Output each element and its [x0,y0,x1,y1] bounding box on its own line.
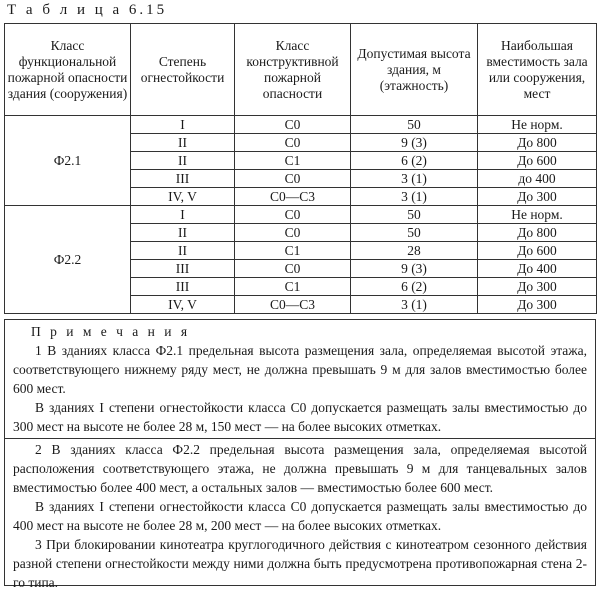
height-cell: 50 [351,116,478,134]
fire-resistance-cell: II [131,152,235,170]
fire-safety-table [4,23,597,314]
header-structural-class: Класс конструктивной пожарной опасности [235,24,351,116]
capacity-cell: До 400 [478,260,597,278]
header-functional-class: Класс функциональной пожарной опасности здания (сооружения) [5,24,131,116]
fire-resistance-cell: IV, V [131,296,235,314]
table-caption: Т а б л и ц а 6.15 [7,2,168,18]
height-cell: 50 [351,224,478,242]
structural-class-cell: С0—С3 [235,296,351,314]
note-2: 2 В зданиях класса Ф2.2 предельная высота размещения зала, определяемая высотой расположения соответствующего этажа, не должна превышать 9 м для танцевальных залов вместимостью более 400 мест, а остальных залов — вместимостью более 600 мест. [13,442,587,495]
capacity-cell: До 600 [478,152,597,170]
header-max-capacity: Наибольшая вместимость зала или сооружения, мест [478,24,597,116]
capacity-cell: До 300 [478,278,597,296]
note-1-extra: В зданиях I степени огнестойкости класса С0 допускается размещать залы вместимостью до 300 мест на высоте не более 28 м, 150 мест — на более высоких отметках. [13,400,587,434]
height-cell: 3 (1) [351,170,478,188]
height-cell: 3 (1) [351,296,478,314]
fire-resistance-cell: II [131,134,235,152]
structural-class-cell: С1 [235,242,351,260]
functional-class-cell: Ф2.1 [5,116,131,206]
fire-resistance-cell: I [131,206,235,224]
note-3: 3 При блокировании кинотеатра круглогодичного действия с кинотеатром сезонного действия разной степени огнестойкости между ними должна быть предусмотрена противопожарная стена 2-го типа. [13,537,587,590]
height-cell: 3 (1) [351,188,478,206]
fire-resistance-cell: III [131,170,235,188]
structural-class-cell: С1 [235,152,351,170]
table-row [5,116,597,134]
structural-class-cell: С0—С3 [235,188,351,206]
notes-title: П р и м е ч а н и я [31,324,191,339]
height-cell: 28 [351,242,478,260]
structural-class-cell: С0 [235,206,351,224]
fire-resistance-cell: IV, V [131,188,235,206]
capacity-cell: До 600 [478,242,597,260]
functional-class-cell: Ф2.2 [5,206,131,314]
capacity-cell: До 300 [478,188,597,206]
structural-class-cell: С0 [235,134,351,152]
table-header [5,24,597,116]
capacity-cell: Не норм. [478,116,597,134]
note-1: 1 В зданиях класса Ф2.1 предельная высота размещения зала, определяемая высотой этажа, соответствующего нижнему ряду мест, не должна превышать 9 м для залов вместимостью более 600 мест. [13,343,587,396]
structural-class-cell: С0 [235,224,351,242]
structural-class-cell: С0 [235,116,351,134]
fire-resistance-cell: II [131,242,235,260]
fire-resistance-cell: III [131,278,235,296]
fire-resistance-cell: II [131,224,235,242]
notes-block [4,319,596,590]
capacity-cell: До 800 [478,224,597,242]
header-fire-resistance: Степень огнестойкости [131,24,235,116]
structural-class-cell: С0 [235,170,351,188]
note-2-extra: В зданиях I степени огнестойкости класса С0 допускается размещать залы вместимостью до 400 мест на высоте не более 28 м, 200 мест — на более высоких отметках. [13,499,587,533]
table-body [5,116,597,314]
height-cell: 9 (3) [351,134,478,152]
capacity-cell: До 800 [478,134,597,152]
fire-resistance-cell: III [131,260,235,278]
structural-class-cell: С1 [235,278,351,296]
capacity-cell: До 300 [478,296,597,314]
capacity-cell: Не норм. [478,206,597,224]
notes-divider [5,438,595,439]
structural-class-cell: С0 [235,260,351,278]
fire-resistance-cell: I [131,116,235,134]
height-cell: 9 (3) [351,260,478,278]
height-cell: 50 [351,206,478,224]
height-cell: 6 (2) [351,278,478,296]
height-cell: 6 (2) [351,152,478,170]
table-row [5,206,597,224]
header-allowed-height: Допустимая высота здания, м (этажность) [351,24,478,116]
capacity-cell: до 400 [478,170,597,188]
